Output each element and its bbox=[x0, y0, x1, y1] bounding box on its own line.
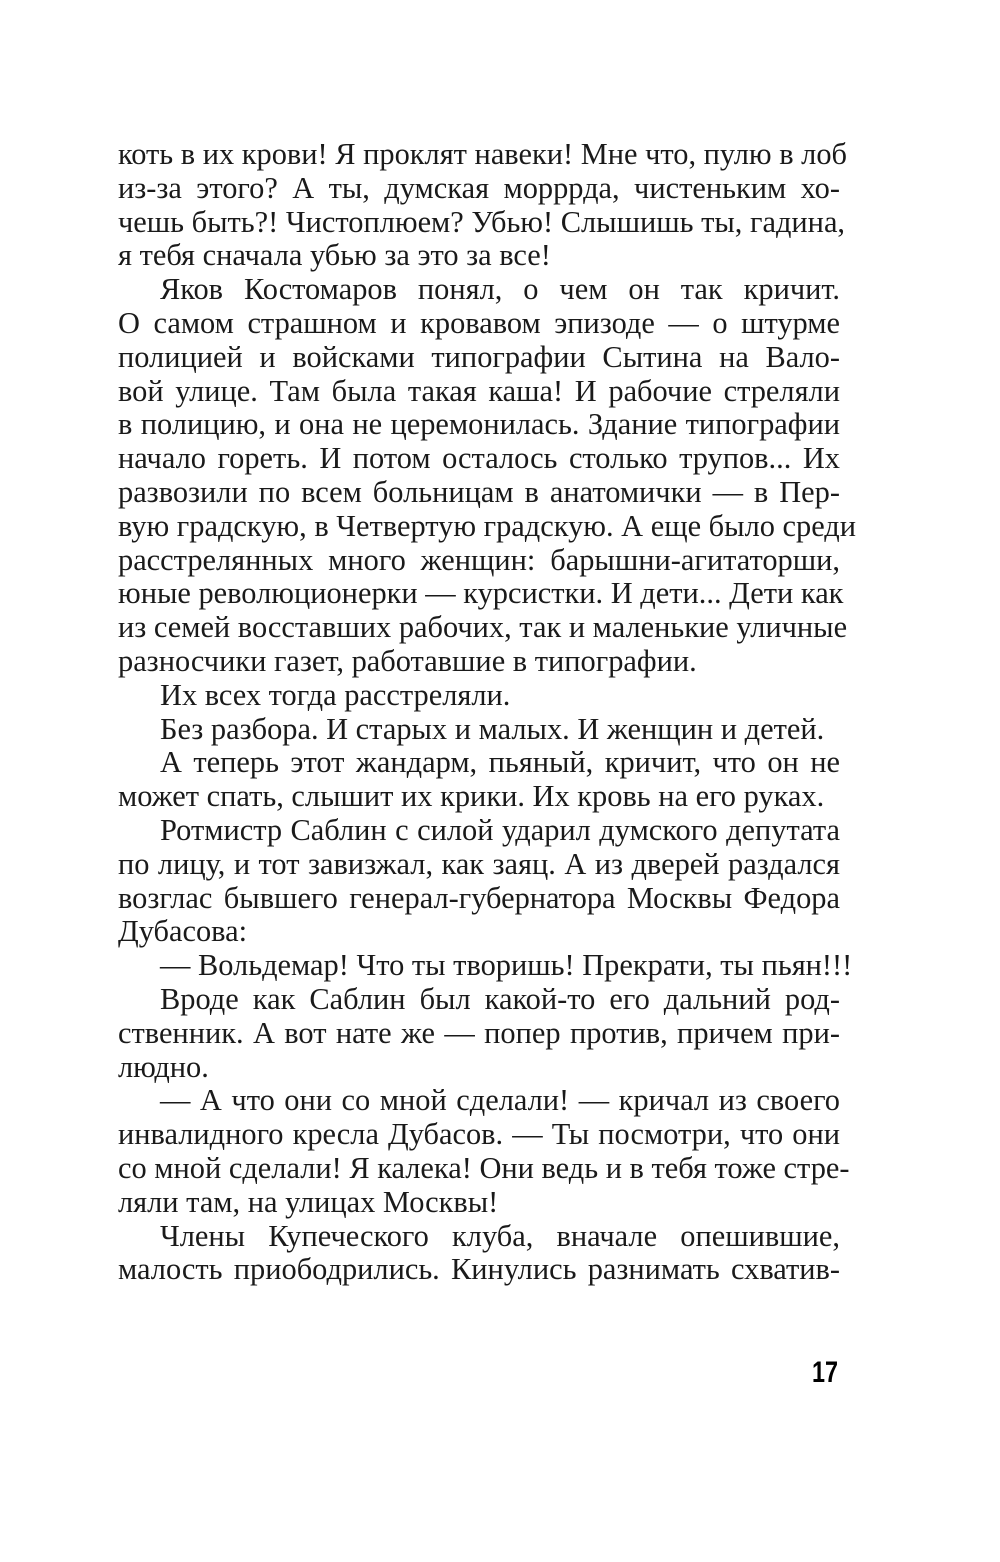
text-line: Члены Купеческого клуба, вначале опешившие, bbox=[160, 1218, 840, 1253]
text-line: из семей восставших рабочих, так и маленькие уличные bbox=[118, 610, 848, 645]
text-line: — Вольдемар! Что ты творишь! Прекрати, ты пьян!!! bbox=[160, 948, 853, 983]
text-line: Их всех тогда расстреляли. bbox=[160, 677, 511, 712]
text-line: вой улице. Там была такая каша! И рабочие стреляли bbox=[118, 373, 840, 408]
text-line: А теперь этот жандарм, пьяный, кричит, что он не bbox=[160, 745, 840, 780]
text-line: я тебя сначала убью за это за все! bbox=[118, 238, 551, 273]
text-line: ственник. А вот нате же — попер против, причем при- bbox=[118, 1015, 840, 1050]
text-line: со мной сделали! Я калека! Они ведь и в тебя тоже стре- bbox=[118, 1150, 850, 1185]
page-number: 17 bbox=[812, 1356, 839, 1389]
text-line: О самом страшном и кровавом эпизоде — о штурме bbox=[118, 305, 840, 340]
text-line: в полицию, и она не церемонилась. Здание типографии bbox=[118, 407, 840, 442]
body-text bbox=[118, 137, 857, 1287]
text-line: малость приободрились. Кинулись разнимать схватив- bbox=[118, 1252, 840, 1287]
text-line: развозили по всем больницам в анатомички — в Пер- bbox=[118, 474, 840, 509]
text-line: Дубасова: bbox=[118, 914, 248, 949]
text-line: по лицу, и тот завизжал, как заяц. А из дверей раздался bbox=[118, 846, 840, 881]
text-line: Без разбора. И старых и малых. И женщин и детей. bbox=[160, 711, 825, 746]
text-line: из-за этого? А ты, думская морррда, чистеньким хо- bbox=[118, 170, 840, 205]
text-line: коть в их крови! Я проклят навеки! Мне что, пулю в лоб bbox=[118, 137, 848, 171]
text-line: Яков Костомаров понял, о чем он так кричит. bbox=[160, 272, 840, 307]
text-line: людно. bbox=[118, 1049, 209, 1084]
text-line: Вроде как Саблин был какой-то его дальний род- bbox=[160, 981, 840, 1016]
text-line: юные революционерки — курсистки. И дети... Дети как bbox=[118, 576, 844, 611]
text-line: может спать, слышит их крики. Их кровь на его руках. bbox=[118, 779, 825, 814]
text-line: полицией и войсками типографии Сытина на Вало- bbox=[118, 339, 840, 374]
text-line: — А что они со мной сделали! — кричал из своего bbox=[160, 1083, 840, 1118]
text-line: разносчики газет, работавшие в типографии. bbox=[118, 643, 697, 678]
text-line: чешь быть?! Чистоплюем? Убью! Слышишь ты, гадина, bbox=[118, 204, 846, 239]
text-line: начало гореть. И потом осталось столько трупов... Их bbox=[118, 441, 840, 476]
text-line: ляли там, на улицах Москвы! bbox=[118, 1184, 499, 1219]
text-line: Ротмистр Саблин с силой ударил думского депутата bbox=[160, 812, 840, 847]
text-line: инвалидного кресла Дубасов. — Ты посмотри, что они bbox=[118, 1117, 840, 1152]
text-line: вую градскую, в Четвертую градскую. А еще было среди bbox=[118, 508, 857, 543]
text-line: расстрелянных много женщин: барышни-агитаторши, bbox=[118, 542, 840, 577]
text-line: возглас бывшего генерал-губернатора Москвы Федора bbox=[118, 880, 840, 915]
